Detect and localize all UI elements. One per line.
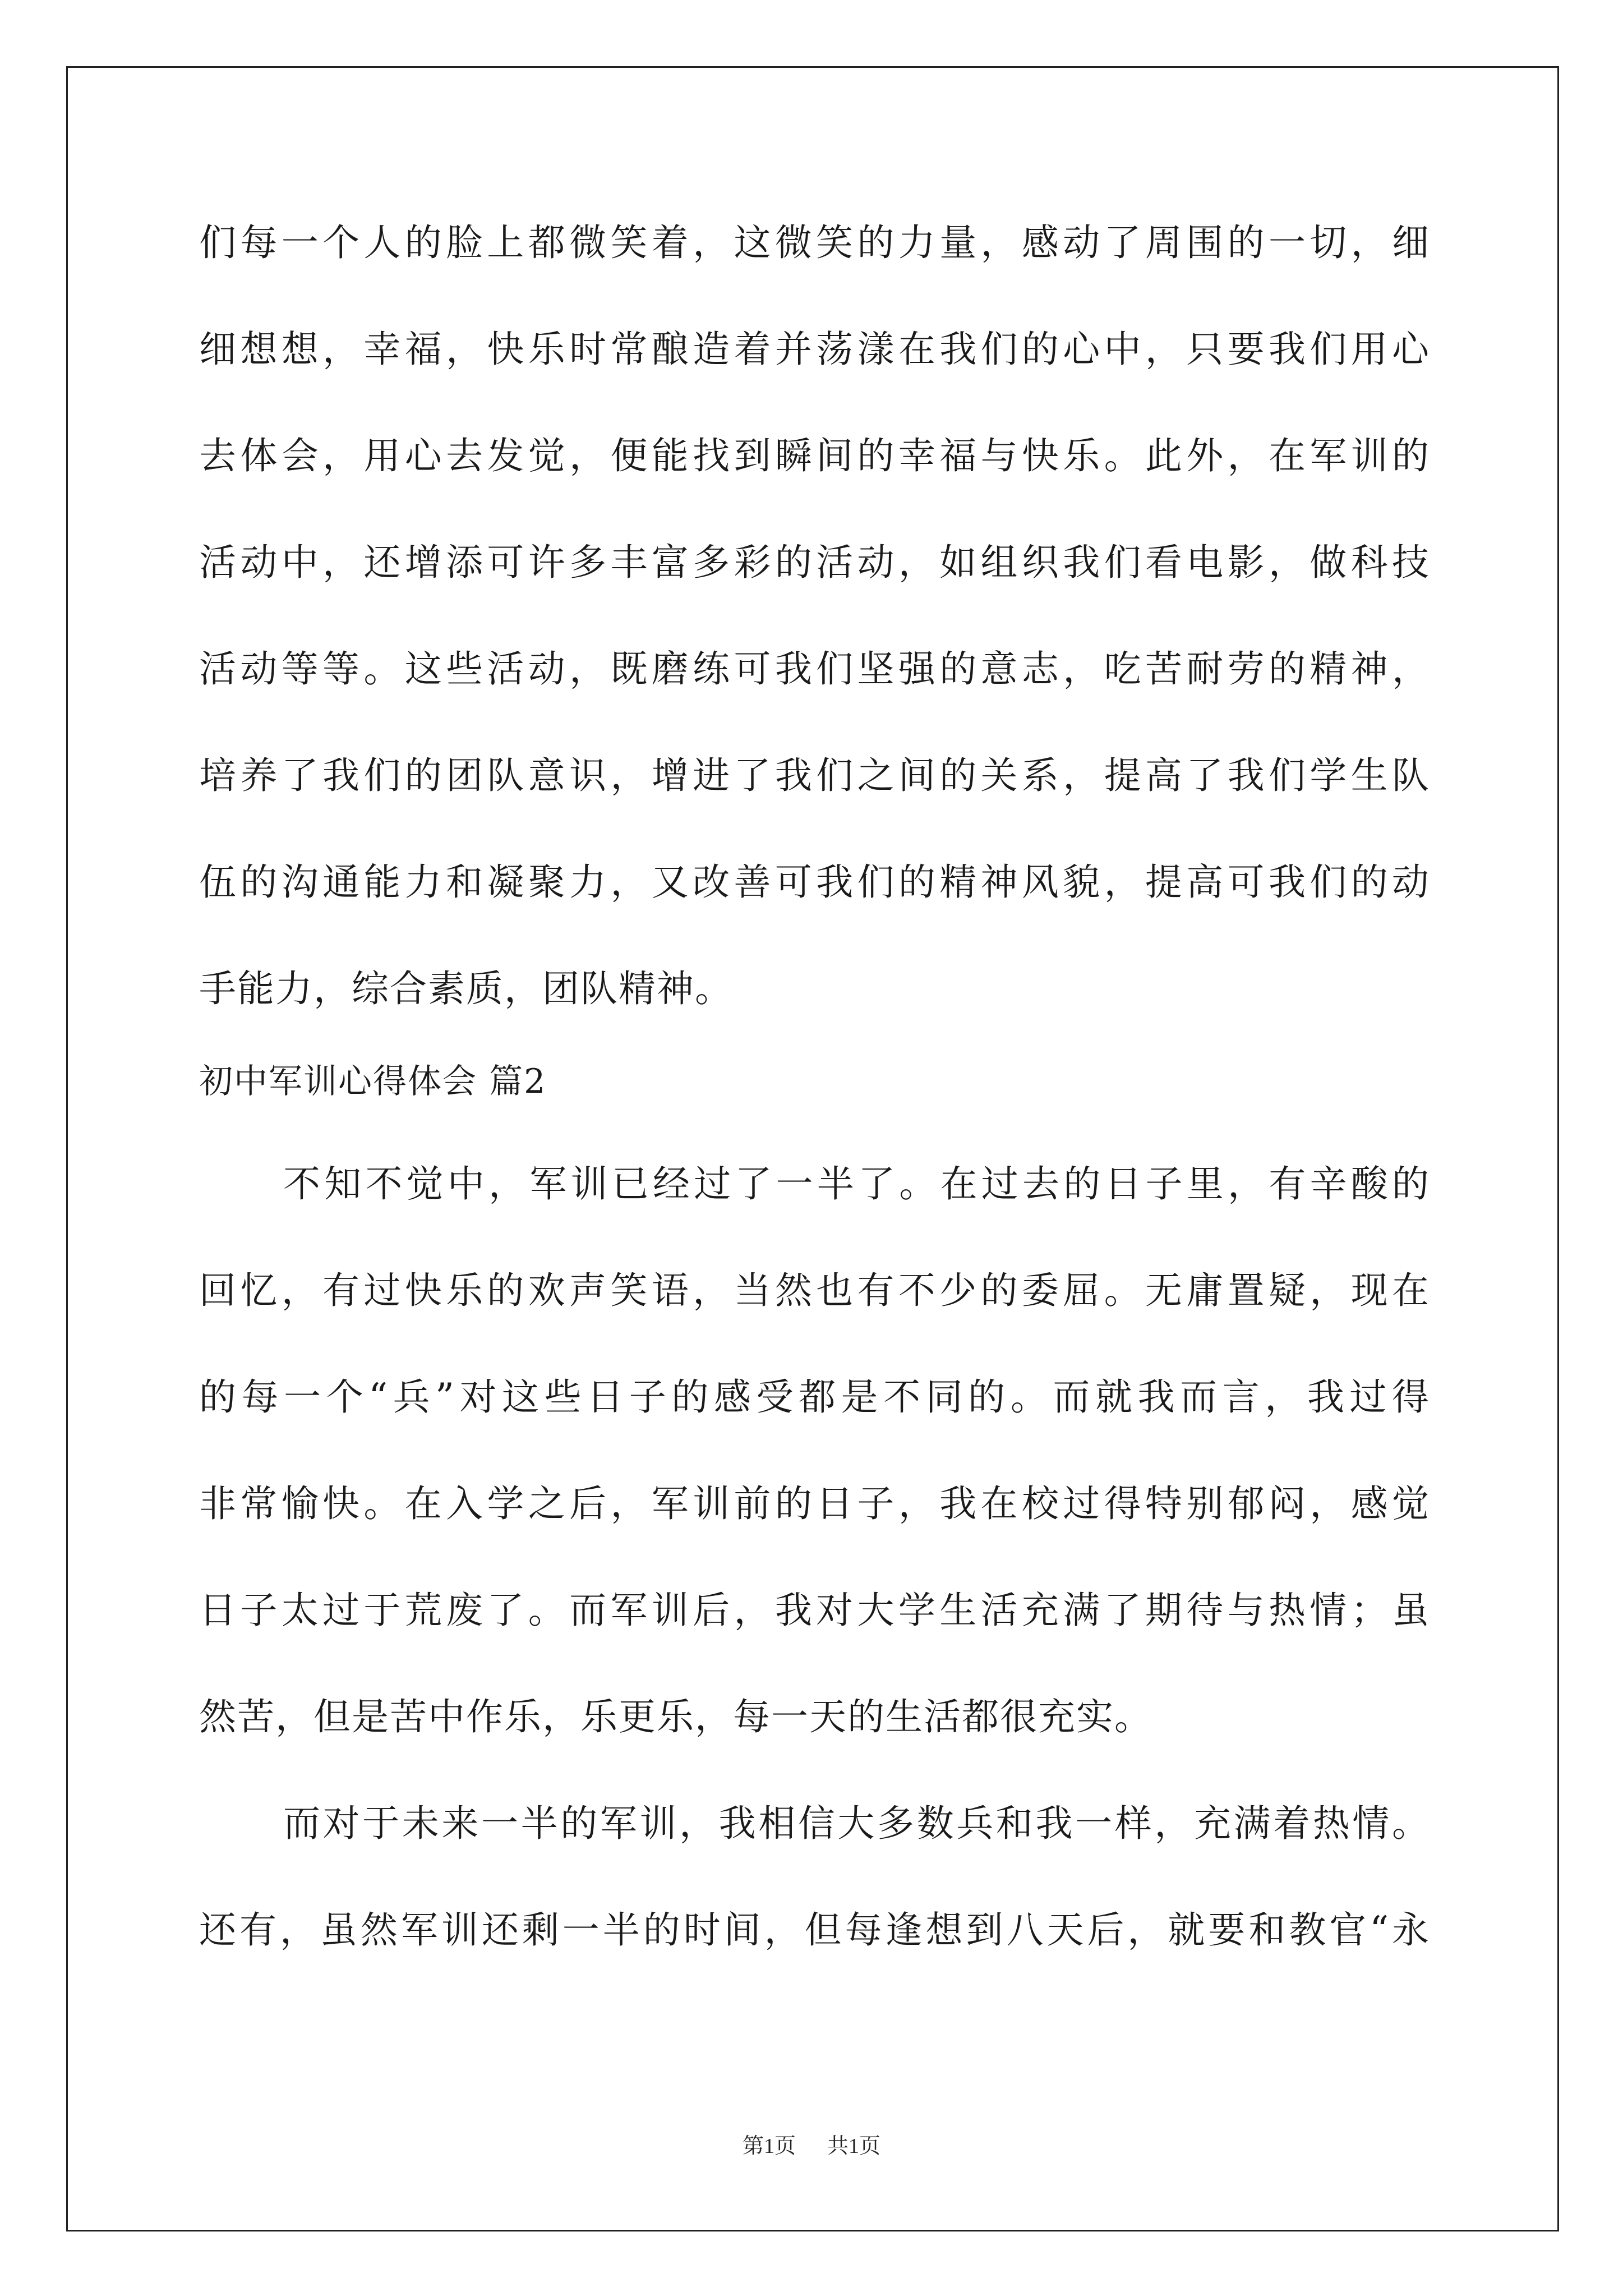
paragraph-2-line-1: 不知不觉中，军训已经过了一半了。在过去的日子里，有辛酸的 <box>283 1162 1430 1205</box>
paragraph-2-line-2: 回忆，有过快乐的欢声笑语，当然也有不少的委屈。无庸置疑，现在 <box>199 1269 1430 1312</box>
paragraph-3-line-2: 还有，虽然军训还剩一半的时间，但每逢想到八天后，就要和教官“永 <box>199 1908 1430 1952</box>
paragraph-2-line-6: 然苦，但是苦中作乐，乐更乐，每一天的生活都很充实。 <box>199 1695 1152 1738</box>
page-footer <box>0 2135 1623 2157</box>
paragraph-1-line-4: 活动中，还增添可许多丰富多彩的活动，如组织我们看电影，做科技 <box>199 541 1430 584</box>
paragraph-3-line-1: 而对于未来一半的军训，我相信大多数兵和我一样，充满着热情。 <box>283 1802 1430 1845</box>
page-border <box>66 66 1559 2231</box>
page-total: 共1页 <box>827 2134 881 2158</box>
paragraph-1-line-8: 手能力，综合素质，团队精神。 <box>199 967 733 1010</box>
paragraph-1-line-1: 们每一个人的脸上都微笑着，这微笑的力量，感动了周围的一切，细 <box>199 221 1430 264</box>
paragraph-1-line-2: 细想想，幸福，快乐时常酿造着并荡漾在我们的心中，只要我们用心 <box>199 328 1430 371</box>
paragraph-1-line-7: 伍的沟通能力和凝聚力，又改善可我们的精神风貌，提高可我们的动 <box>199 861 1430 904</box>
paragraph-2-line-4: 非常愉快。在入学之后，军训前的日子，我在校过得特别郁闷，感觉 <box>199 1482 1430 1525</box>
paragraph-1-line-6: 培养了我们的团队意识，增进了我们之间的关系，提高了我们学生队 <box>199 754 1430 797</box>
paragraph-1-line-5: 活动等等。这些活动，既磨练可我们坚强的意志，吃苦耐劳的精神， <box>199 647 1430 691</box>
paragraph-1-line-3: 去体会，用心去发觉，便能找到瞬间的幸福与快乐。此外，在军训的 <box>199 434 1430 477</box>
paragraph-2-line-5: 日子太过于荒废了。而军训后，我对大学生活充满了期待与热情；虽 <box>199 1589 1430 1632</box>
page-number: 第1页 <box>742 2134 796 2158</box>
section-heading: 初中军训心得体会 篇2 <box>199 1062 547 1101</box>
paragraph-2-line-3: 的每一个“兵”对这些日子的感受都是不同的。而就我而言，我过得 <box>199 1375 1430 1419</box>
